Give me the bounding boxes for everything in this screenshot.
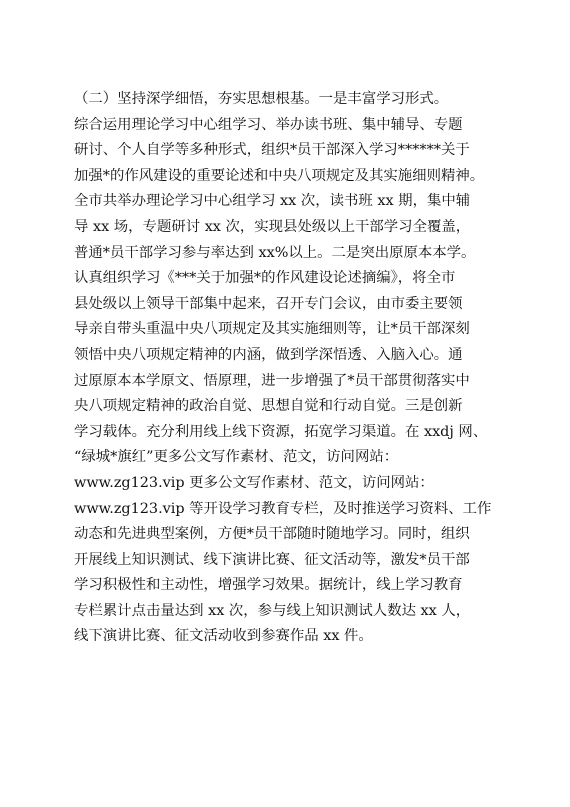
text-line: 导 xx 场，专题研讨 xx 次，实现县处级以上干部学习全覆盖，: [74, 218, 471, 235]
text-line: 综合运用理论学习中心组学习、举办读书班、集中辅导、专题: [74, 116, 463, 133]
text-line: 领悟中央八项规定精神的内涵，做到学深悟透、入脑入心。通: [74, 346, 463, 363]
text-line: 线下演讲比赛、征文活动收到参赛作品 xx 件。: [74, 628, 373, 645]
body-paragraph: [74, 87, 504, 650]
text-line: 加强*的作风建设的重要论述和中央八项规定及其实施细则精神。: [74, 167, 485, 184]
text-line: 动态和先进典型案例，方便*员干部随时随地学习。同时，组织: [74, 526, 470, 543]
text-line: 学习积极性和主动性，增强学习效果。据统计，线上学习教育: [74, 577, 463, 594]
text-line: 过原原本本学原文、悟原理，进一步增强了*员干部贯彻落实中: [74, 372, 470, 389]
text-line: www.zg123.vip 更多公文写作素材、范文，访问网站：: [74, 474, 434, 491]
text-line: “绿城*旗红”更多公文写作素材、范文，访问网站：: [74, 449, 399, 466]
text-line: 普通*员干部学习参与率达到 xx%以上。二是突出原原本本学。: [74, 244, 476, 261]
text-line: www.zg123.vip 等开设学习教育专栏，及时推送学习资料、工作: [74, 500, 492, 517]
text-line: 学习载体。充分利用线上线下资源，拓宽学习渠道。在 xxdj 网、: [74, 423, 488, 440]
text-line: 县处级以上领导干部集中起来，召开专门会议，由市委主要领: [74, 295, 463, 312]
text-line: 专栏累计点击量达到 xx 次，参与线上知识测试人数达 xx 人，: [74, 602, 471, 619]
text-line: 导亲自带头重温中央八项规定及其实施细则等，让*员干部深刻: [74, 321, 470, 338]
text-line: 研讨、个人自学等多种形式，组织*员干部深入学习******关于: [74, 142, 470, 159]
text-line: 开展线上知识测试、线下演讲比赛、征文活动等，激发*员干部: [74, 551, 470, 568]
text-line: 全市共举办理论学习中心组学习 xx 次，读书班 xx 期，集中辅: [74, 193, 471, 210]
text-line: 央八项规定精神的政治自觉、思想自觉和行动自觉。三是创新: [74, 398, 463, 415]
text-line: 认真组织学习《***关于加强*的作风建设论述摘编》，将全市: [74, 270, 456, 287]
text-line: （二）坚持深学细悟，夯实思想根基。一是丰富学习形式。: [74, 91, 449, 107]
